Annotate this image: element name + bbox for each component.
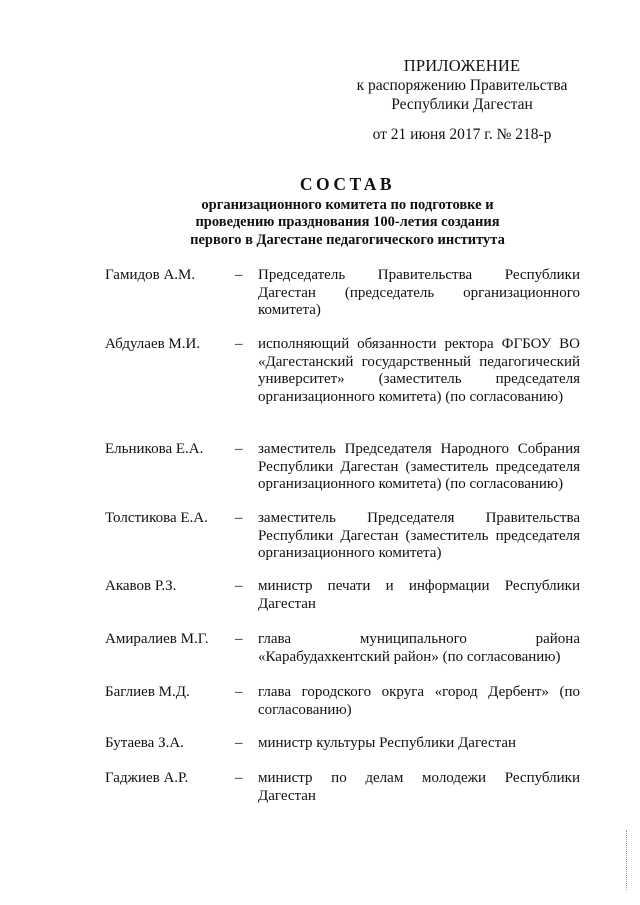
member-name: Бутаева З.А. xyxy=(105,735,184,751)
member-name: Ельникова Е.А. xyxy=(105,441,204,457)
heading-line-1: организационного комитета по подготовке и xyxy=(201,196,494,213)
member-role: министр печати и информации Республики Дагестан xyxy=(258,578,580,612)
appendix-date: от 21 июня 2017 г. № 218-р xyxy=(372,125,552,143)
member-name: Баглиев М.Д. xyxy=(105,684,190,700)
member-dash: – xyxy=(235,510,243,526)
member-dash: – xyxy=(235,770,243,786)
appendix-line-1: к распоряжению Правительства xyxy=(356,76,568,94)
member-name: Акавов Р.З. xyxy=(105,578,177,594)
appendix-line-2: Республики Дагестан xyxy=(391,96,533,113)
member-name: Гаджиев А.Р. xyxy=(105,770,189,786)
member-role: министр культуры Республики Дагестан xyxy=(258,735,517,751)
member-role: Председатель Правительства Республики Дагестан (председатель организационного комитета) xyxy=(258,267,580,318)
member-role: министр по делам молодежи Республики Дагестан xyxy=(258,770,580,804)
heading-word: СОСТАВ xyxy=(299,174,396,194)
member-role: заместитель Председателя Народного Собрания Республики Дагестан (заместитель председателя организационного комитета) (по согласованию) xyxy=(258,441,580,492)
member-dash: – xyxy=(235,336,243,352)
member-dash: – xyxy=(235,578,243,594)
member-name: Амиралиев М.Г. xyxy=(105,631,209,647)
scan-artifact xyxy=(626,830,628,890)
member-dash: – xyxy=(235,735,243,751)
member-role: заместитель Председателя Правительства Республики Дагестан (заместитель председателя организационного комитета) xyxy=(258,510,580,561)
member-role: исполняющий обязанности ректора ФГБОУ ВО «Дагестанский государственный педагогический университет» (заместитель председателя организационного комитета) (по согласованию) xyxy=(258,336,580,405)
member-name: Гамидов А.М. xyxy=(105,267,196,283)
document-heading xyxy=(150,176,545,249)
member-dash: – xyxy=(235,267,243,283)
appendix-block xyxy=(342,56,582,144)
member-dash: – xyxy=(235,441,243,457)
member-dash: – xyxy=(235,684,243,700)
member-role: глава городского округа «город Дербент» (по согласованию) xyxy=(258,684,580,718)
appendix-title: ПРИЛОЖЕНИЕ xyxy=(403,56,521,75)
member-role: глава муниципального района «Карабудахкентский район» (по согласованию) xyxy=(258,631,580,665)
member-dash: – xyxy=(235,631,243,647)
heading-line-3: первого в Дагестане педагогического института xyxy=(190,231,505,248)
member-name: Толстикова Е.А. xyxy=(105,510,208,526)
member-name: Абдулаев М.И. xyxy=(105,336,201,352)
heading-line-2: проведению празднования 100-летия создания xyxy=(195,214,500,230)
